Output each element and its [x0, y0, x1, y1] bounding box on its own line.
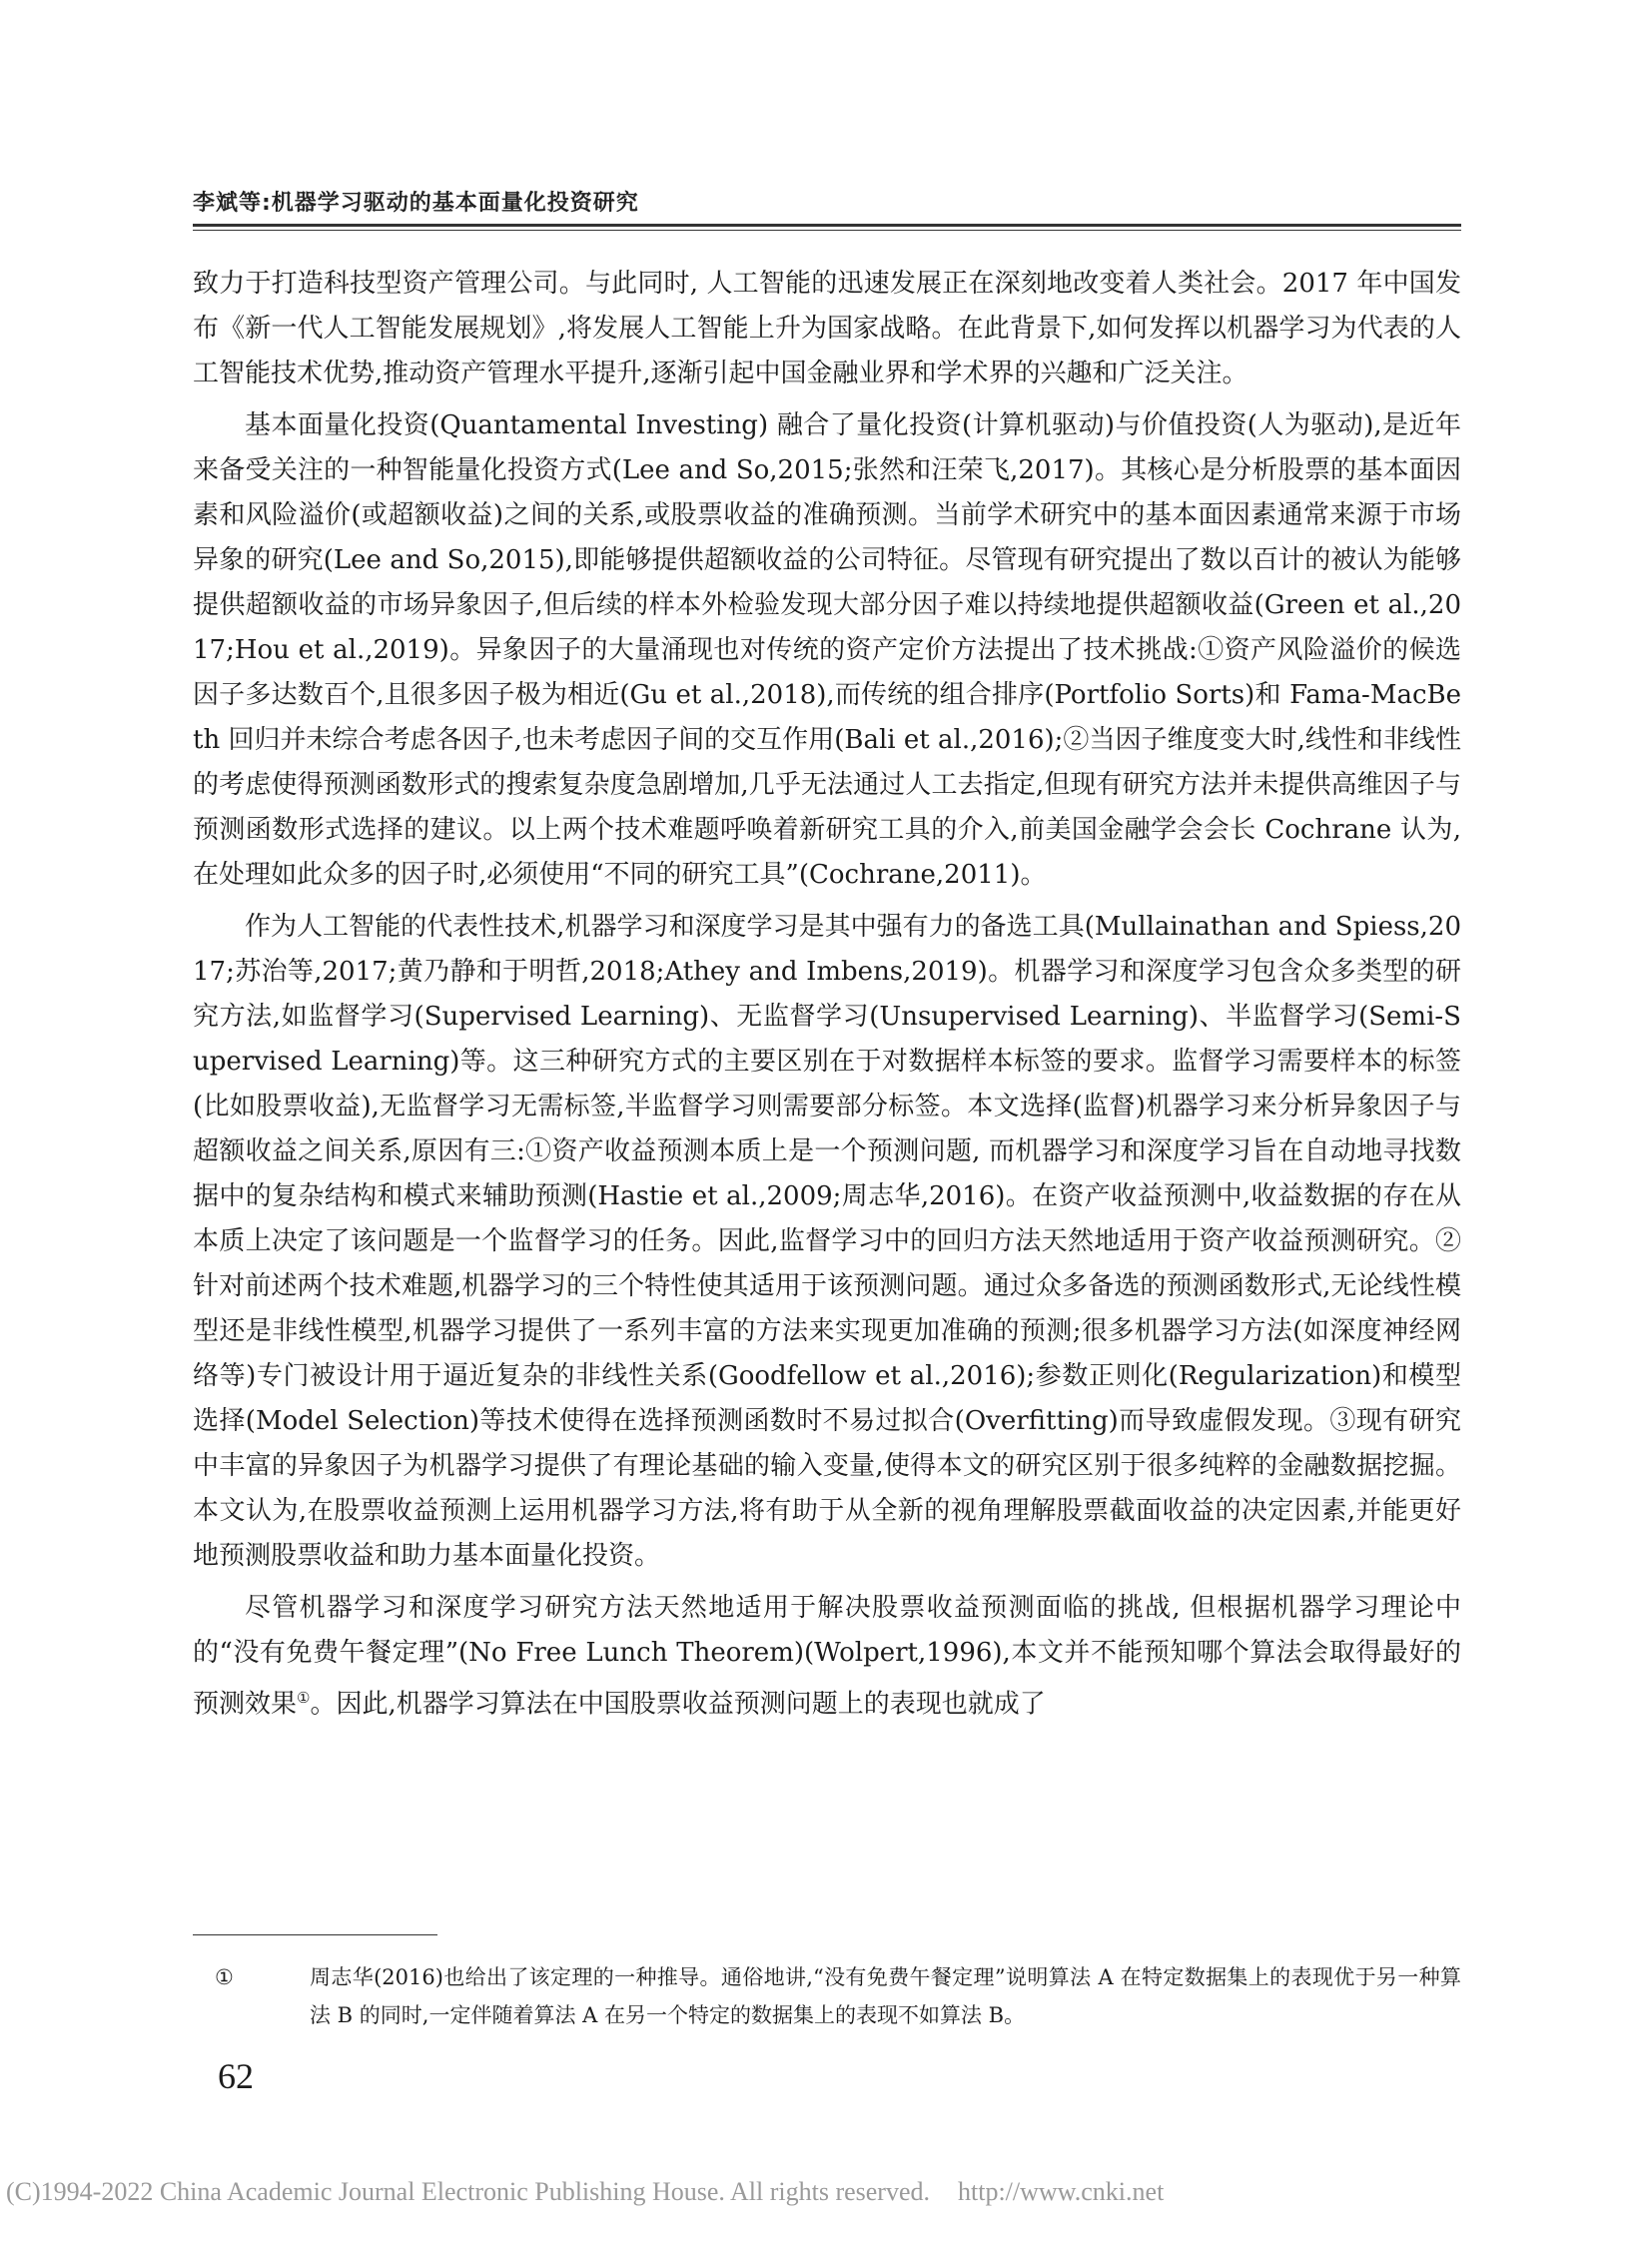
paragraph-1: 致力于打造科技型资产管理公司。与此同时, 人工智能的迅速发展正在深刻地改变着人类社会。2017 年中国发布《新一代人工智能发展规划》,将发展人工智能上升为国家战略。在此背景下,如何发挥以机器学习为代表的人工智能技术优势,推动资产管理水平提升,逐渐引起中国金融业界和学术界的兴趣和广泛关注。 [193, 269, 1461, 388]
footnote [193, 1958, 1461, 2034]
header-rule-thin [193, 230, 1461, 231]
copyright-watermark [6, 2177, 1164, 2207]
header-rule-thick [193, 224, 1461, 227]
running-header: 李斌等:机器学习驱动的基本面量化投资研究 [193, 191, 639, 216]
cnki-url[interactable]: http://www.cnki.net [958, 2177, 1165, 2206]
paragraph-4-text: 尽管机器学习和深度学习研究方法天然地适用于解决股票收益预测面临的挑战, 但根据机器学习理论中的“没有免费午餐定理”(No Free Lunch Theorem)(Wolpert,1996),本文并不能预知哪个算法会取得最好的预测效果 [193, 1593, 1461, 1720]
page-number: 62 [218, 2056, 254, 2096]
paragraph-2: 基本面量化投资(Quantamental Investing) 融合了量化投资(计算机驱动)与价值投资(人为驱动),是近年来备受关注的一种智能量化投资方式(Lee and So,2015;张然和汪荣飞,2017)。其核心是分析股票的基本面因素和风险溢价(或超额收益)之间的关系,或股票收益的准确预测。当前学术研究中的基本面因素通常来源于市场异象的研究(Lee and So,2015),即能够提供超额收益的公司特征。尽管现有研究提出了数以百计的被认为能够提供超额收益的市场异象因子,但后续的样本外检验发现大部分因子难以持续地提供超额收益(Green et al.,2017;Hou et al.,2019)。异象因子的大量涌现也对传统的资产定价方法提出了技术挑战:①资产风险溢价的候选因子多达数百个,且很多因子极为相近(Gu et al.,2018),而传统的组合排序(Portfolio Sorts)和 Fama-MacBeth 回归并未综合考虑各因子,也未考虑因子间的交互作用(Bali et al.,2016);②当因子维度变大时,线性和非线性的考虑使得预测函数形式的搜索复杂度急剧增加,几乎无法通过人工去指定,但现有研究方法并未提供高维因子与预测函数形式选择的建议。以上两个技术难题呼唤着新研究工具的介入,前美国金融学会会长 Cochrane 认为,在处理如此众多的因子时,必须使用“不同的研究工具”(Cochrane,2011)。 [193, 410, 1461, 890]
paragraph-3: 作为人工智能的代表性技术,机器学习和深度学习是其中强有力的备选工具(Mullainathan and Spiess,2017;苏治等,2017;黄乃静和于明哲,2018;Athey and Imbens,2019)。机器学习和深度学习包含众多类型的研究方法,如监督学习(Supervised Learning)、无监督学习(Unsupervised Learning)、半监督学习(Semi-Supervised Learning)等。这三种研究方式的主要区别在于对数据样本标签的要求。监督学习需要样本的标签(比如股票收益),无监督学习无需标签,半监督学习则需要部分标签。本文选择(监督)机器学习来分析异象因子与超额收益之间关系,原因有三:①资产收益预测本质上是一个预测问题, 而机器学习和深度学习旨在自动地寻找数据中的复杂结构和模式来辅助预测(Hastie et al.,2009;周志华,2016)。在资产收益预测中,收益数据的存在从本质上决定了该问题是一个监督学习的任务。因此,监督学习中的回归方法天然地适用于资产收益预测研究。②针对前述两个技术难题,机器学习的三个特性使其适用于该预测问题。通过众多备选的预测函数形式,无论线性模型还是非线性模型,机器学习提供了一系列丰富的方法来实现更加准确的预测;很多机器学习方法(如深度神经网络等)专门被设计用于逼近复杂的非线性关系(Goodfellow et al.,2016);参数正则化(Regularization)和模型选择(Model Selection)等技术使得在选择预测函数时不易过拟合(Overfitting)而导致虚假发现。③现有研究中丰富的异象因子为机器学习提供了有理论基础的输入变量,使得本文的研究区别于很多纯粹的金融数据挖掘。本文认为,在股票收益预测上运用机器学习方法,将有助于从全新的视角理解股票截面收益的决定因素,并能更好地预测股票收益和助力基本面量化投资。 [193, 912, 1461, 1571]
paragraph-4-continuation: 。因此,机器学习算法在中国股票收益预测问题上的表现也就成了 [310, 1689, 1046, 1720]
footnote-rule [193, 1934, 437, 1935]
body-text [193, 262, 1461, 1728]
paragraph-4 [193, 1586, 1461, 1728]
footnote-text: 周志华(2016)也给出了该定理的一种推导。通俗地讲,“没有免费午餐定理”说明算法 A 在特定数据集上的表现优于另一种算法 B 的同时,一定伴随着算法 A 在另一个特定的数据集上的表现不如算法 B。 [310, 1965, 1461, 2027]
footnote-mark: ① [215, 1965, 234, 1989]
footnote-reference[interactable]: ① [297, 1689, 311, 1707]
copyright-notice: (C)1994-2022 China Academic Journal Electronic Publishing House. All rights reserved. [6, 2177, 930, 2206]
